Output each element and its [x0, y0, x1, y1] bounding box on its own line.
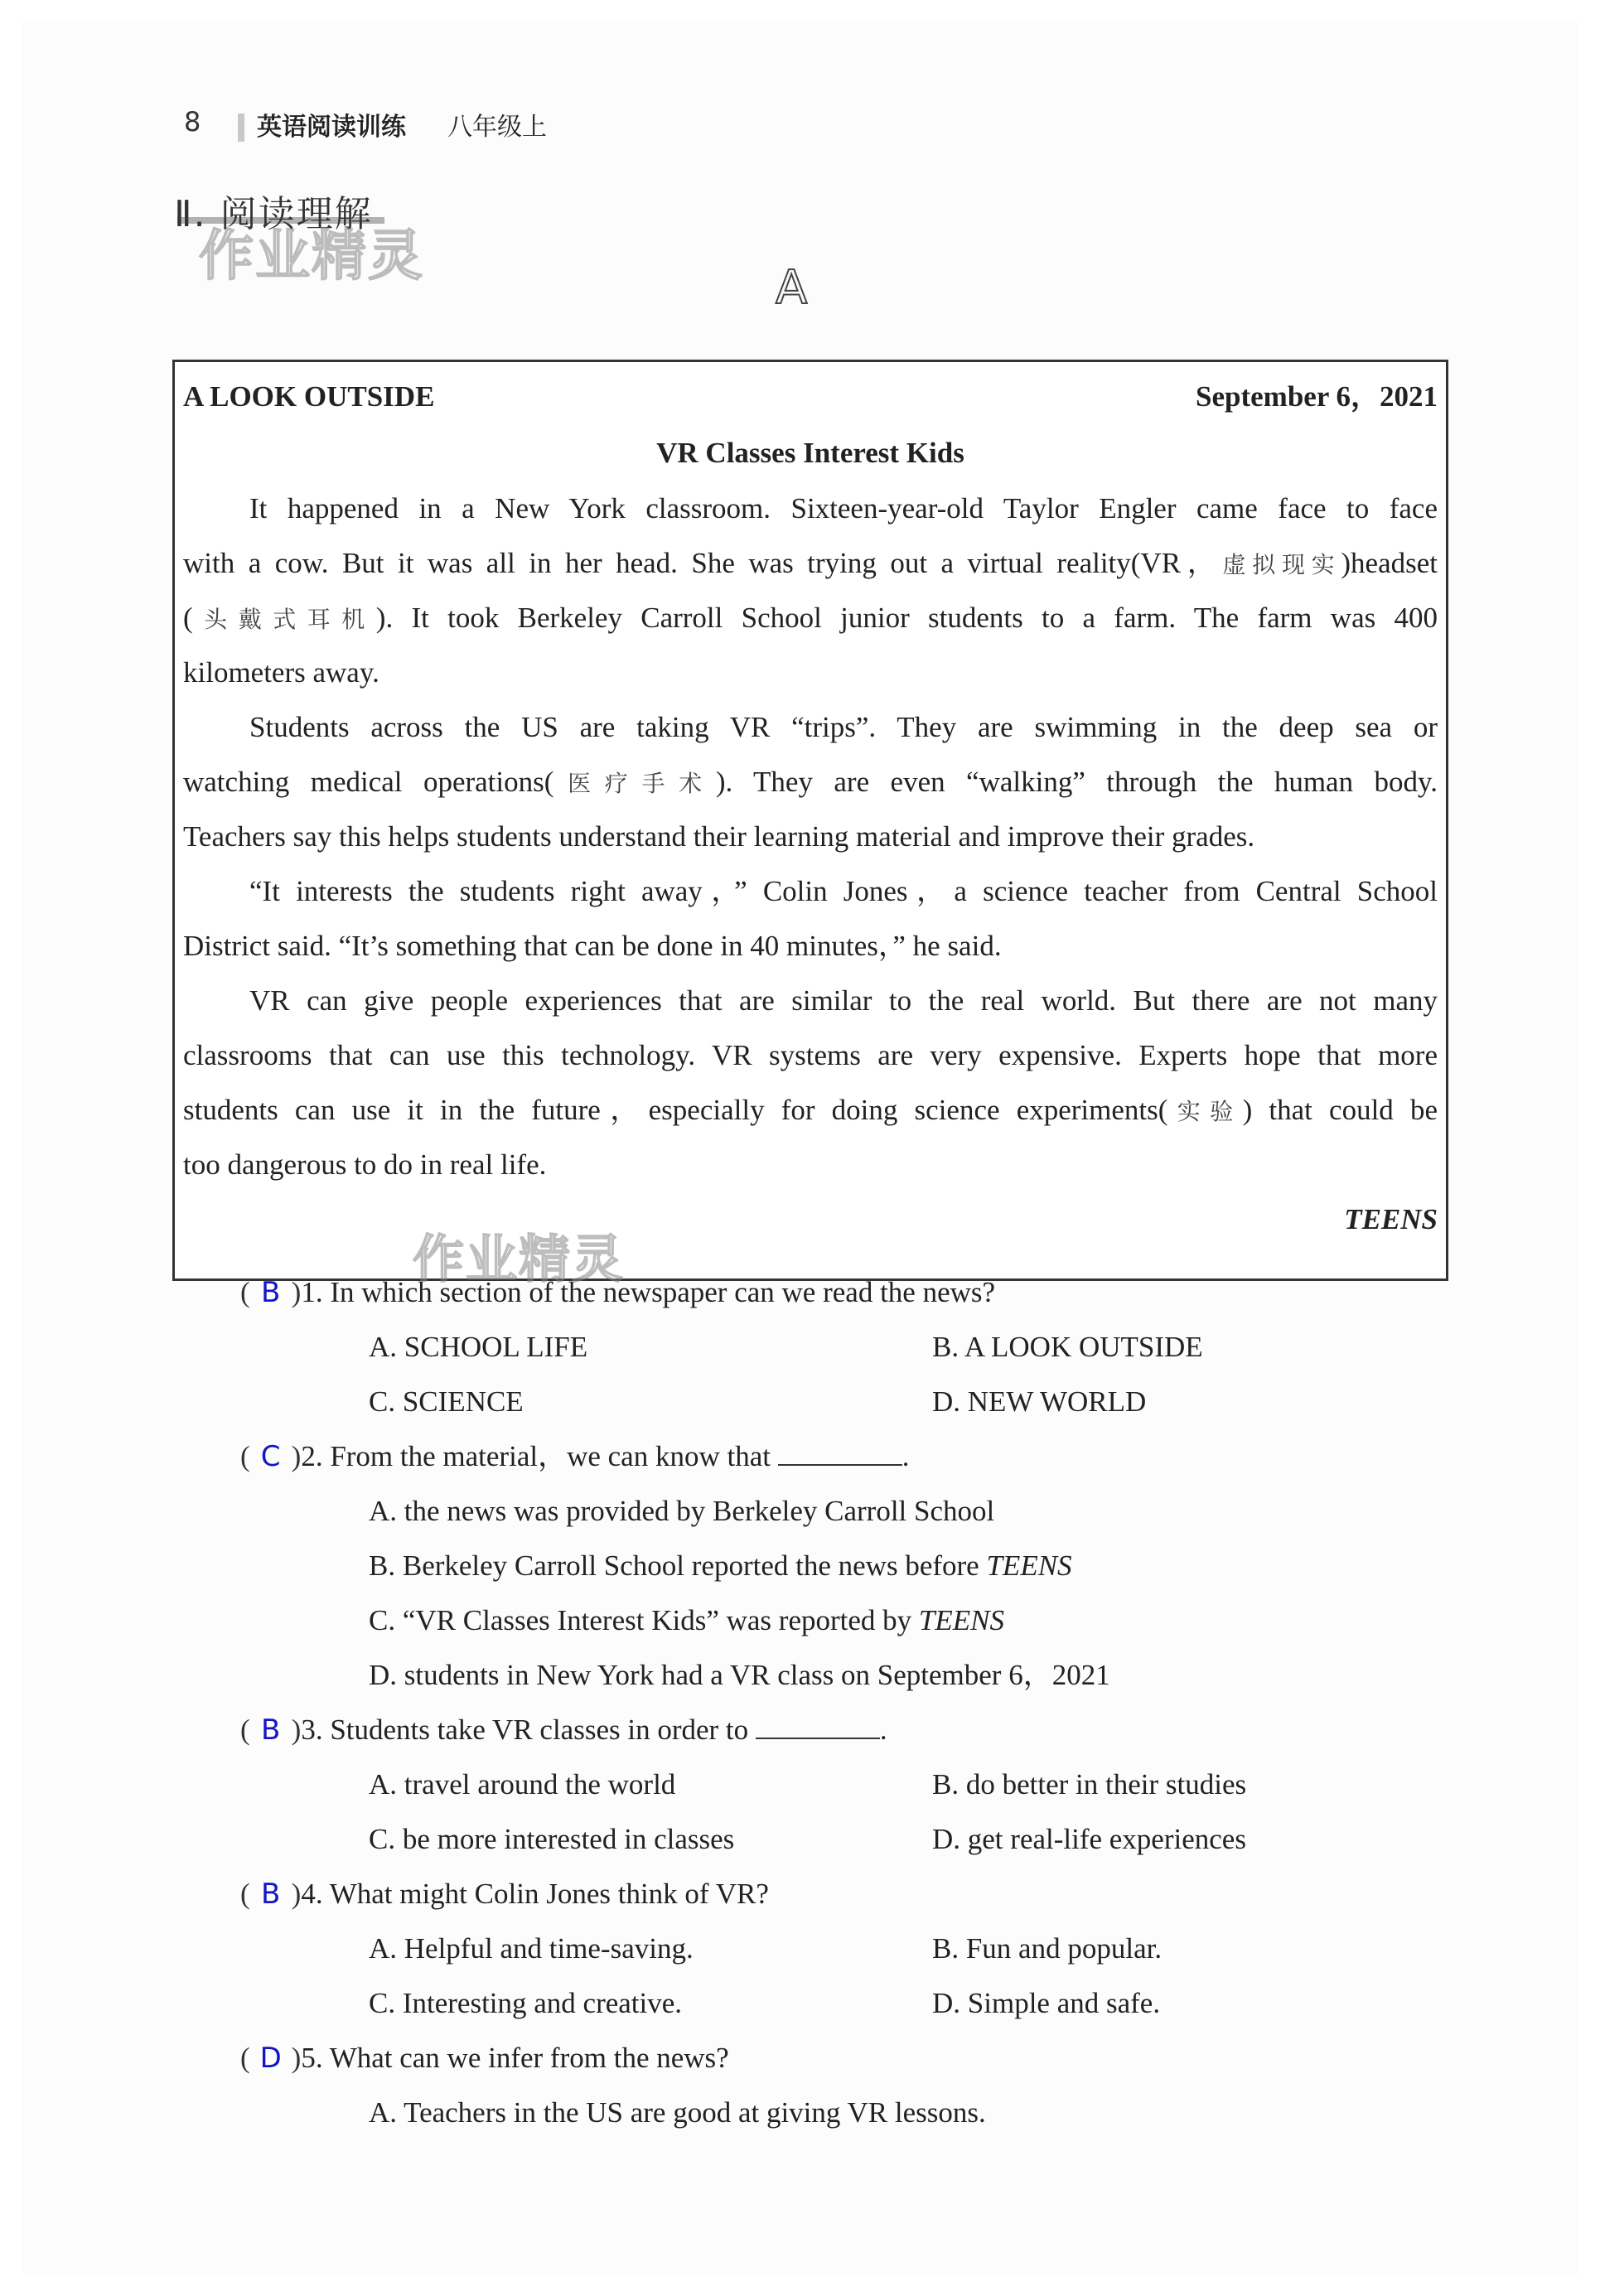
answer-bracket-close: ) [291, 1878, 302, 1910]
paragraph-line: kilometers away. [183, 656, 379, 689]
book-title: 英语阅读训练 [257, 113, 406, 142]
chinese-gloss: 实验 [1167, 1098, 1243, 1125]
paragraph-line [183, 545, 1438, 583]
option-b [369, 1548, 1072, 1584]
paragraph-line [183, 764, 1438, 802]
option-a: A. the news was provided by Berkeley Carroll School [369, 1495, 995, 1527]
text-span: ) that could be [1242, 1094, 1438, 1126]
text-span: students can use it in the future，especially for doing science experiments( [183, 1094, 1168, 1126]
option-italic-text: TEENS [918, 1604, 1004, 1636]
option-text: C. “VR Classes Interest Kids” was reported by [369, 1604, 912, 1636]
question-number: 1. [301, 1276, 323, 1308]
question-stem: Students take VR classes in order to [330, 1714, 749, 1746]
answer-bracket-open: ( [240, 1714, 250, 1746]
paragraph-line: too dangerous to do in real life. [183, 1148, 547, 1181]
question-number: 4. [301, 1878, 323, 1910]
stem-period: . [902, 1440, 910, 1472]
paragraph-line: “It interests the students right away，” Colin Jones，a science teacher from Central School [249, 875, 1438, 907]
answer-bracket-open: ( [240, 2042, 250, 2074]
article-headline: VR Classes Interest Kids [656, 437, 964, 469]
chinese-gloss: 虚拟现实 [1222, 551, 1341, 578]
question-stem: What might Colin Jones think of VR? [329, 1878, 769, 1910]
paragraph-line: Students across the US are taking VR “trips”. They are swimming in the deep sea or [249, 711, 1438, 743]
text-span: with a cow. But it was all in her head. She was trying out a virtual reality(VR， [183, 547, 1223, 579]
paragraph-line: VR can give people experiences that are similar to the real world. But there are not many [249, 984, 1438, 1017]
answer-bracket-close: ) [291, 1440, 302, 1472]
text-span: ( [183, 602, 193, 634]
article-source: TEENS [1344, 1203, 1438, 1235]
paragraph-line: It happened in a New York classroom. Sixteen-year-old Taylor Engler came face to face [249, 492, 1438, 524]
answer-mark[interactable]: B [260, 1714, 281, 1747]
option-d: D. get real-life experiences [932, 1823, 1246, 1855]
text-span: watching medical operations( [183, 766, 554, 798]
section-title: Ⅱ. 阅读理解 [174, 193, 373, 235]
answer-bracket-close: ) [291, 1276, 302, 1308]
answer-mark[interactable]: B [260, 1878, 281, 1911]
answer-mark[interactable]: D [259, 2042, 282, 2075]
paragraph-line [183, 600, 1438, 638]
answer-blank [778, 1439, 902, 1466]
chinese-gloss: 头戴式耳机 [192, 606, 376, 633]
question-stem: From the material，we can know that [330, 1440, 771, 1472]
option-a: A. travel around the world [369, 1768, 676, 1801]
paragraph-line: District said. “It’s something that can be done in 40 minutes，” he said. [183, 930, 1002, 962]
header-divider [238, 114, 244, 142]
paragraph-line: Teachers say this helps students understand their learning material and improve their grades. [183, 820, 1255, 853]
answer-blank [756, 1713, 880, 1739]
newspaper-section-name: A LOOK OUTSIDE [183, 380, 435, 413]
question-number: 3. [301, 1714, 323, 1746]
answer-bracket-open: ( [240, 1878, 250, 1910]
answer-bracket-close: ) [291, 2042, 302, 2074]
option-b: B. Fun and popular. [932, 1932, 1163, 1965]
question-3 [240, 1712, 887, 1748]
text-span: ). It took Berkeley Carroll School junior students to a farm. The farm was 400 [375, 602, 1438, 634]
article-box [172, 360, 1448, 1281]
option-b: B. A LOOK OUTSIDE [932, 1331, 1203, 1363]
page-number: 8 [184, 106, 201, 138]
option-a: A. Helpful and time-saving. [369, 1932, 694, 1965]
answer-bracket-open: ( [240, 1276, 250, 1308]
answer-mark[interactable]: B [260, 1276, 281, 1309]
grade-label: 八年级上 [447, 113, 547, 142]
option-b: B. do better in their studies [932, 1768, 1247, 1801]
option-a: A. SCHOOL LIFE [369, 1331, 588, 1363]
paragraph-line: classrooms that can use this technology. VR systems are very expensive. Experts hope that more [183, 1039, 1438, 1071]
option-c: C. SCIENCE [369, 1385, 524, 1418]
option-c [369, 1602, 1004, 1639]
option-d: D. NEW WORLD [932, 1385, 1147, 1418]
answer-mark[interactable]: C [260, 1440, 281, 1473]
article-date: September 6，2021 [1196, 380, 1438, 413]
question-number: 5. [301, 2042, 323, 2074]
answer-bracket-open: ( [240, 1440, 250, 1472]
stem-period: . [879, 1714, 887, 1746]
question-5 [240, 2040, 729, 2076]
option-text: B. Berkeley Carroll School reported the news before [369, 1549, 979, 1582]
watermark: 作业精灵 [413, 1229, 626, 1289]
question-4 [240, 1876, 769, 1912]
watermark: 作业精灵 [199, 224, 424, 288]
text-span: ). They are even “walking” through the human body. [715, 766, 1438, 798]
option-italic-text: TEENS [986, 1549, 1072, 1582]
passage-letter: A [776, 261, 808, 315]
question-number: 2. [301, 1440, 323, 1472]
option-c: C. Interesting and creative. [369, 1987, 683, 2019]
answer-bracket-close: ) [291, 1714, 302, 1746]
chinese-gloss: 医疗手术 [553, 770, 716, 797]
option-c: C. be more interested in classes [369, 1823, 735, 1855]
question-stem: What can we infer from the news? [329, 2042, 729, 2074]
option-d: D. students in New York had a VR class on September 6，2021 [369, 1659, 1110, 1691]
paragraph-line [183, 1092, 1438, 1130]
question-stem: In which section of the newspaper can we read the news? [330, 1276, 996, 1308]
question-2 [240, 1438, 909, 1475]
option-d: D. Simple and safe. [932, 1987, 1161, 2019]
option-a: A. Teachers in the US are good at giving VR lessons. [369, 2096, 986, 2129]
text-span: )headset [1341, 547, 1438, 579]
question-1 [240, 1274, 995, 1311]
